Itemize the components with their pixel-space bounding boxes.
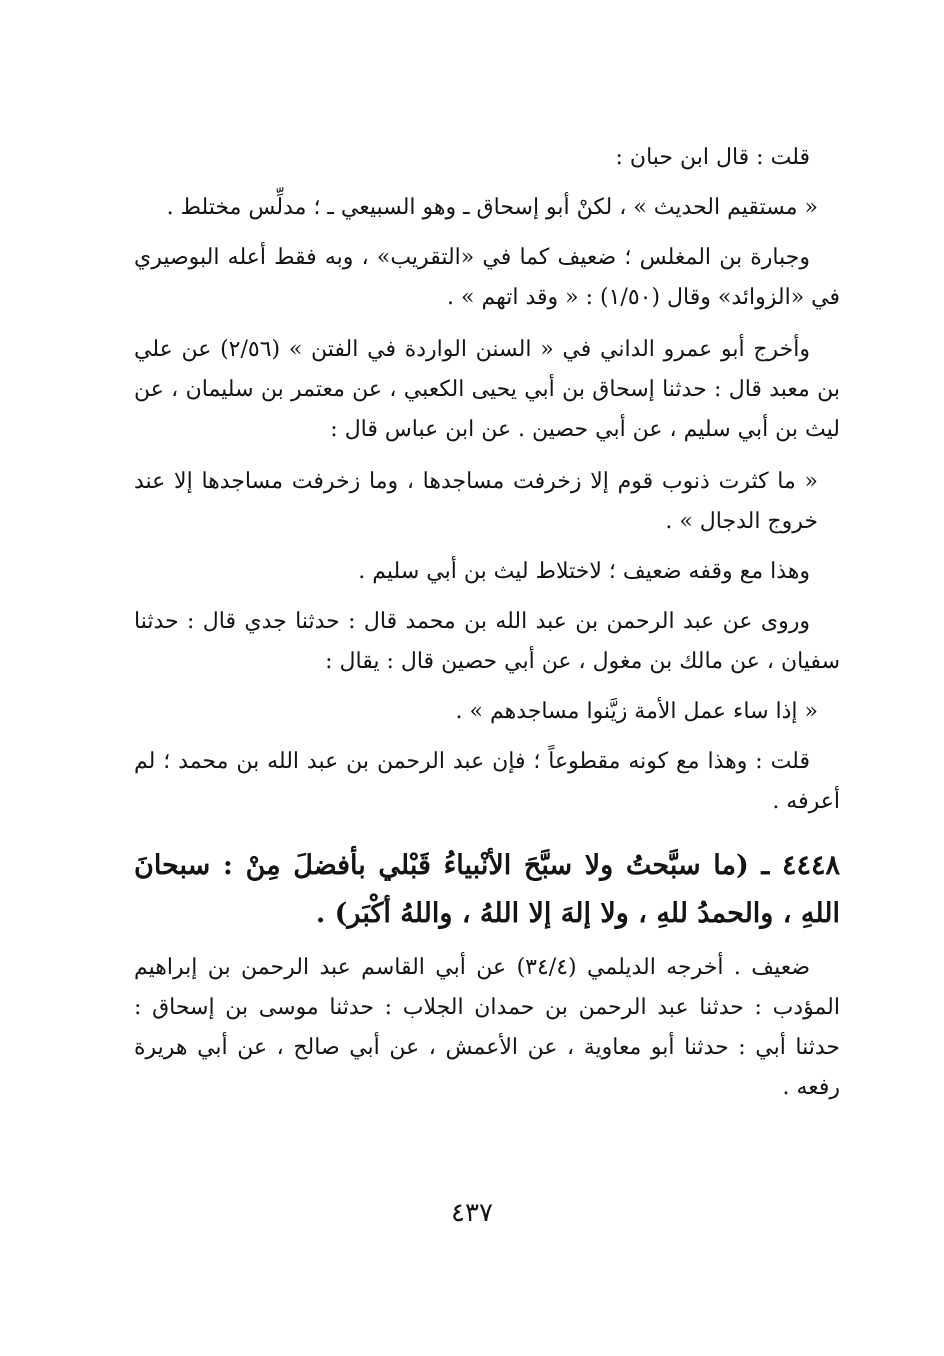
paragraph-qult-ibn-hibban: قلت : قال ابن حبان : bbox=[615, 145, 810, 170]
hadith-grading: ضعيف . أخرجه الديلمي (٣٤/٤) عن أبي القاسم عبد الرحمن بن إبراهيم المؤدب : حدثنا عبد الرحمن بن حمدان الجلاب : حدثنا موسى بن إسحاق : حدثنا أبي : حدثنا أبو معاوية ، عن الأعمش ، عن أبي صالح ، عن أبي هريرة رفعه . bbox=[134, 955, 840, 1100]
page-body bbox=[134, 138, 840, 1108]
page-number: ٤٣٧ bbox=[451, 1198, 493, 1228]
quote-ummah: « إذا ساء عمل الأمة زيَّنوا مساجدهم » . bbox=[455, 699, 818, 724]
quote-mustaqim: « مستقيم الحديث » ، لكنْ أبو إسحاق ـ وهو السبيعي ـ ؛ مدلِّس مختلط . bbox=[166, 195, 818, 220]
paragraph-waqf-daif: وهذا مع وقفه ضعيف ؛ لاختلاط ليث بن أبي سليم . bbox=[358, 559, 810, 584]
paragraph-abdurrahman: وروى عن عبد الرحمن بن عبد الله بن محمد قال : حدثنا جدي قال : حدثنا سفيان ، عن مالك بن مغول ، عن أبي حصين قال : يقال : bbox=[134, 609, 840, 674]
hadith-heading: ٤٤٤٨ ـ (ما سبَّحتُ ولا سبَّحَ الأنْبياءُ قَبْلي بأفضلَ مِنْ : سبحانَ اللهِ ، والحمدُ للهِ ، ولا إلهَ إلا اللهُ ، واللهُ أكْبَر) . bbox=[134, 850, 840, 929]
paragraph-abu-amr-dani: وأخرج أبو عمرو الداني في « السنن الواردة في الفتن » (٢/٥٦) عن علي بن معبد قال : حدثنا إسحاق بن أبي يحيى الكعبي ، عن معتمر بن سليمان ، عن ليث بن أبي سليم ، عن أبي حصين . عن ابن عباس قال : bbox=[134, 337, 840, 442]
quote-masajid: « ما كثرت ذنوب قوم إلا زخرفت مساجدها ، وما زخرفت مساجدها إلا عند خروج الدجال » . bbox=[134, 469, 818, 534]
paragraph-jubara: وجبارة بن المغلس ؛ ضعيف كما في «التقريب» ، وبه فقط أعله البوصيري في «الزوائد» وقال (١/٥٠) : « وقد اتهم » . bbox=[134, 245, 840, 310]
paragraph-maqtu: قلت : وهذا مع كونه مقطوعاً ؛ فإن عبد الرحمن بن عبد الله بن محمد ؛ لم أعرفه . bbox=[134, 749, 840, 814]
